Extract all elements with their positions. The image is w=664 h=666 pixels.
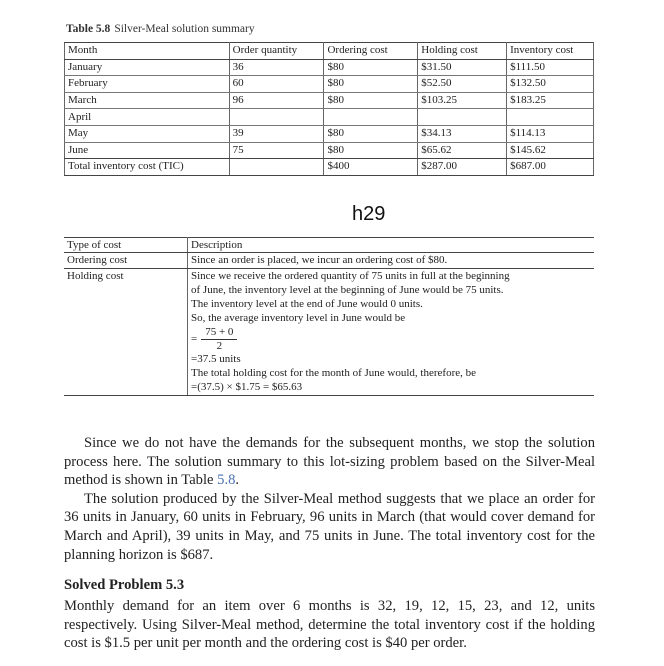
column-header: Type of cost [64,238,188,253]
column-header: Holding cost [418,43,507,60]
table-header-row [65,43,594,60]
table-cell: 96 [229,92,324,109]
table-row [65,109,594,126]
paragraph: The solution produced by the Silver-Meal method suggests that we place an order for 36 units in January, 60 units in February, 96 units in March (that would cover demand for March and April), 39 units in May, and 75 units in June. The total inventory cost for the planning horizon is $687. [64,490,595,563]
cost-type: Holding cost [64,268,188,395]
table-cell: February [65,76,230,93]
column-header: Order quantity [229,43,324,60]
table-cell: $80 [324,125,418,142]
table-row [64,253,594,268]
body-text [64,434,595,564]
fraction-denominator: 2 [216,339,223,352]
table-cell: $132.50 [507,76,594,93]
table-row [65,59,594,76]
paragraph-text: . [235,472,240,489]
solved-problem-heading: Solved Problem 5.3 [64,577,185,593]
description-line: =(37.5) × $1.75 = $65.63 [191,381,303,394]
table-cell: $183.25 [507,92,594,109]
page-stamp: h29 [352,203,386,225]
cost-description: Since an order is placed, we incur an ordering cost of $80. [188,253,595,268]
table-cell [418,109,507,126]
table-cell: $80 [324,142,418,159]
table-cell: March [65,92,230,109]
table-cell [324,109,418,126]
table-total-row [65,159,594,176]
table-cell: $400 [324,159,418,176]
table-cell [229,159,324,176]
description-line: =37.5 units [191,352,241,365]
column-header: Inventory cost [507,43,594,60]
table-cell: $65.62 [418,142,507,159]
table-cell: 39 [229,125,324,142]
table-row [65,125,594,142]
table-number: Table 5.8 [66,23,111,35]
table-row [65,76,594,93]
column-header: Ordering cost [324,43,418,60]
table-cell [229,109,324,126]
table-cell: $80 [324,59,418,76]
table-cell: $52.50 [418,76,507,93]
fraction [201,326,237,352]
table-cell: 75 [229,142,324,159]
table-cell: 60 [229,76,324,93]
table-cell: $111.50 [507,59,594,76]
table-cell: 36 [229,59,324,76]
cost-description [188,268,595,395]
solved-problem-text: Monthly demand for an item over 6 months is 32, 19, 12, 15, 23, and 12, units respectively. Using Silver-Meal method, determine the total inventory cost if the holding cost is $1.5 per unit per month and the ordering cost is $40 per order. [64,598,595,652]
table-row [64,268,594,395]
table-title: Silver-Meal solution summary [114,23,255,35]
description-line: Since we receive the ordered quantity of 75 units in full at the beginning [191,269,510,282]
table-header-row [64,238,594,253]
table-reference-link[interactable]: 5.8 [217,472,236,489]
table-cell: June [65,142,230,159]
table-cell: May [65,125,230,142]
summary-table [64,42,594,176]
table-cell: $31.50 [418,59,507,76]
table-cell: $80 [324,76,418,93]
table-cell: $145.62 [507,142,594,159]
table-cell: $114.13 [507,125,594,142]
table-cell: $34.13 [418,125,507,142]
table-cell: $287.00 [418,159,507,176]
fraction-numerator: 75 + 0 [201,326,237,340]
paragraph-text: Since we do not have the demands for the subsequent months, we stop the solution process here. The solution summary to this lot-sizing problem based on the Silver-Meal method is shown in Table [64,435,595,489]
table-caption [66,23,255,35]
description-line: The total holding cost for the month of June would, therefore, be [191,367,477,380]
equals-sign: = [191,332,198,345]
description-line: of June, the inventory level at the beginning of June would be 75 units. [191,283,504,296]
cost-type: Ordering cost [64,253,188,268]
table-row [65,92,594,109]
description-line: So, the average inventory level in June would be [191,312,406,325]
table-cell: $687.00 [507,159,594,176]
table-cell: $80 [324,92,418,109]
description-line: The inventory level at the end of June would 0 units. [191,298,423,311]
table-cell: January [65,59,230,76]
column-header: Month [65,43,230,60]
table-cell: April [65,109,230,126]
table-cell: $103.25 [418,92,507,109]
column-header: Description [188,238,595,253]
table-row [65,142,594,159]
table-cell: Total inventory cost (TIC) [65,159,230,176]
table-cell [507,109,594,126]
fraction-equation [191,326,591,352]
cost-description-table [64,237,594,396]
paragraph [64,434,595,490]
